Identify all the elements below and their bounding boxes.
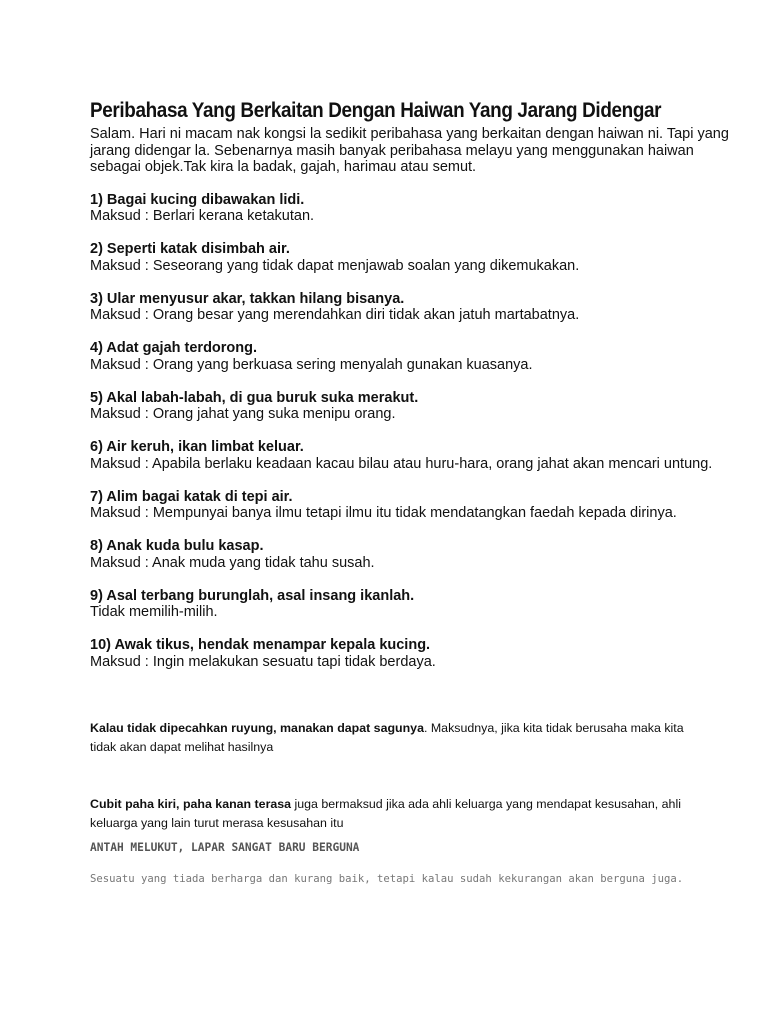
extra-proverb-3-meaning: Sesuatu yang tiada berharga dan kurang baik, tetapi kalau sudah kekurangan akan berguna juga. [90,873,684,885]
proverb-heading: 2) Seperti katak disimbah air. [90,241,290,257]
intro-paragraph: Salam. Hari ni macam nak kongsi la sedikit peribahasa yang berkaitan dengan haiwan ni. Tapi yang jarang didengar la. Sebenarnya masih banyak peribahasa melayu yang menggunakan haiwan sebagai objek.Tak kira la badak, gajah, harimau atau semut. [90,126,729,175]
proverb-meaning: Maksud : Orang yang berkuasa sering menyalah gunakan kuasanya. [90,356,533,373]
proverb-meaning: Maksud : Orang besar yang merendahkan diri tidak akan jatuh martabatnya. [90,307,580,323]
proverb-heading: 7) Alim bagai katak di tepi air. [90,488,293,505]
proverb-item [90,390,730,423]
proverb-item [90,291,730,324]
proverb-meaning: Tidak memilih-milih. [90,604,218,620]
proverb-heading: 10) Awak tikus, hendak menampar kepala kucing. [90,637,431,653]
extra-proverb-2 [90,795,690,832]
proverb-item [90,588,730,621]
proverb-meaning: Maksud : Anak muda yang tidak tahu susah. [90,554,375,571]
proverb-heading: 9) Asal terbang burunglah, asal insang ikanlah. [90,587,415,604]
proverb-item [90,340,730,373]
proverb-heading: 5) Akal labah-labah, di gua buruk suka merakut. [90,389,419,406]
proverb-heading: 8) Anak kuda bulu kasap. [90,538,264,554]
extra-proverb-2-title: Cubit paha kiri, paha kanan terasa [90,797,292,811]
proverb-meaning: Maksud : Apabila berlaku keadaan kacau bilau atau huru-hara, orang jahat akan mencari untung. [90,455,713,472]
proverb-meaning: Maksud : Mempunyai banya ilmu tetapi ilmu itu tidak mendatangkan faedah kepada dirinya. [90,505,677,521]
proverb-item [90,439,730,472]
proverb-heading: 3) Ular menyusur akar, takkan hilang bisanya. [90,290,405,307]
extra-proverb-1-meaning: . Maksudnya, jika kita tidak berusaha maka kita tidak akan dapat melihat hasilnya [90,721,684,754]
proverb-item [90,192,730,225]
proverb-heading: 1) Bagai kucing dibawakan lidi. [90,191,305,208]
extra-proverb-1 [90,719,690,756]
extra-proverb-1-title: Kalau tidak dipecahkan ruyung, manakan dapat sagunya [90,721,424,735]
proverb-heading: 4) Adat gajah terdorong. [90,340,258,356]
extra-proverb-3-title: ANTAH MELUKUT, LAPAR SANGAT BARU BERGUNA [90,841,360,854]
proverb-meaning: Maksud : Berlari kerana ketakutan. [90,208,315,224]
proverb-item [90,538,730,571]
proverb-meaning: Maksud : Seseorang yang tidak dapat menjawab soalan yang dikemukakan. [90,257,580,274]
proverb-item [90,489,730,522]
article [90,96,730,687]
proverb-meaning: Maksud : Ingin melakukan sesuatu tapi tidak berdaya. [90,653,436,670]
proverb-item [90,241,730,274]
proverb-heading: 6) Air keruh, ikan limbat keluar. [90,439,304,455]
extra-proverb-2-meaning: juga bermaksud jika ada ahli keluarga yang mendapat kesusahan, ahli keluarga yang lain turut merasa kesusahan itu [90,797,681,830]
proverb-list [90,192,730,671]
proverb-meaning: Maksud : Orang jahat yang suka menipu orang. [90,406,396,422]
page-title: Peribahasa Yang Berkaitan Dengan Haiwan Yang Jarang Didengar [90,99,662,122]
proverb-item [90,637,730,670]
